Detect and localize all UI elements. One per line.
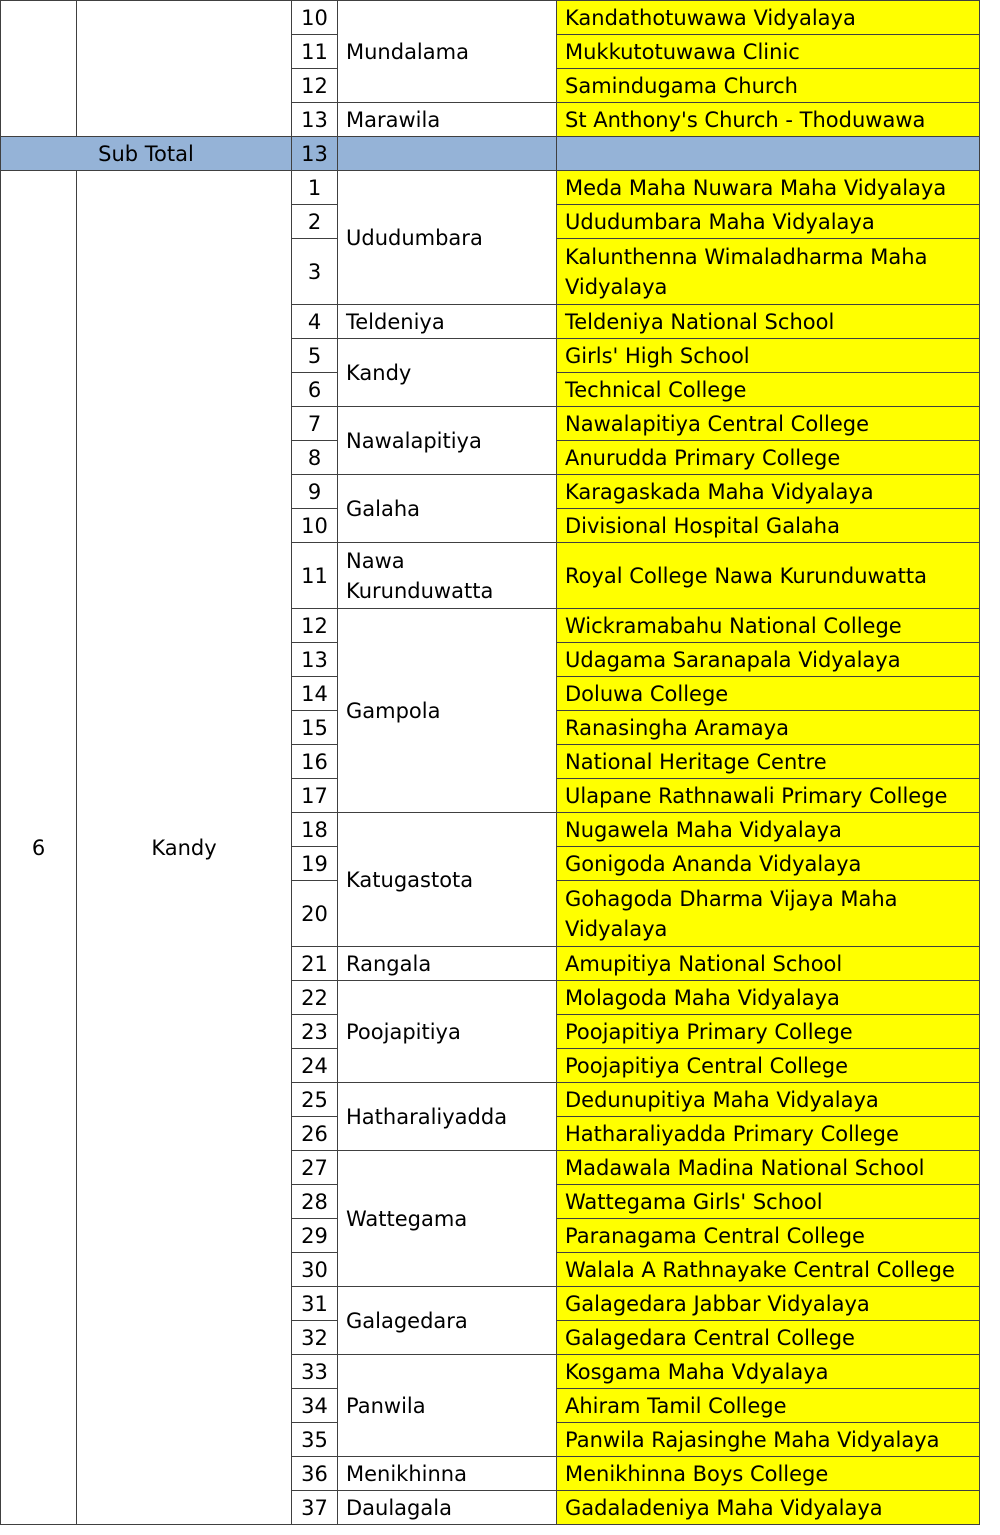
district-number: 6: [1, 171, 77, 1525]
place-name: Poojapitiya Primary College: [557, 1015, 980, 1049]
division-name: Mundalama: [338, 1, 557, 103]
division-name: Nawalapitiya: [338, 407, 557, 475]
subtotal-count: 13: [292, 137, 338, 171]
row-number: 4: [292, 305, 338, 339]
place-name: Doluwa College: [557, 677, 980, 711]
division-name: Kandy: [338, 339, 557, 407]
place-name: Panwila Rajasinghe Maha Vidyalaya: [557, 1423, 980, 1457]
row-number: 5: [292, 339, 338, 373]
row-number: 19: [292, 847, 338, 881]
place-name: Divisional Hospital Galaha: [557, 509, 980, 543]
division-name: Daulagala: [338, 1491, 557, 1525]
division-name: Galaha: [338, 475, 557, 543]
row-number: 12: [292, 69, 338, 103]
row-number: 20: [292, 881, 338, 947]
place-name: St Anthony's Church - Thoduwawa: [557, 103, 980, 137]
place-name: Galagedara Central College: [557, 1321, 980, 1355]
division-name: Panwila: [338, 1355, 557, 1457]
row-number: 22: [292, 981, 338, 1015]
place-name: Nawalapitiya Central College: [557, 407, 980, 441]
place-name: Technical College: [557, 373, 980, 407]
division-name: Galagedara: [338, 1287, 557, 1355]
prev-district-number-cell: [1, 1, 77, 137]
row-number: 16: [292, 745, 338, 779]
division-name: Wattegama: [338, 1151, 557, 1287]
place-name: Kandathotuwawa Vidyalaya: [557, 1, 980, 35]
place-name: Karagaskada Maha Vidyalaya: [557, 475, 980, 509]
place-name: Nugawela Maha Vidyalaya: [557, 813, 980, 847]
row-number: 29: [292, 1219, 338, 1253]
place-name: Meda Maha Nuwara Maha Vidyalaya: [557, 171, 980, 205]
place-name: Molagoda Maha Vidyalaya: [557, 981, 980, 1015]
place-name: Teldeniya National School: [557, 305, 980, 339]
district-name: Kandy: [77, 171, 292, 1525]
row-number: 10: [292, 509, 338, 543]
division-name: Gampola: [338, 609, 557, 813]
row-number: 1: [292, 171, 338, 205]
row-number: 35: [292, 1423, 338, 1457]
row-number: 28: [292, 1185, 338, 1219]
row-number: 27: [292, 1151, 338, 1185]
row-number: 17: [292, 779, 338, 813]
place-name: Amupitiya National School: [557, 947, 980, 981]
place-name: Dedunupitiya Maha Vidyalaya: [557, 1083, 980, 1117]
place-name: Udagama Saranapala Vidyalaya: [557, 643, 980, 677]
subtotal-label: Sub Total: [1, 137, 292, 171]
division-name: Marawila: [338, 103, 557, 137]
place-name: Girls' High School: [557, 339, 980, 373]
row-number: 31: [292, 1287, 338, 1321]
row-number: 36: [292, 1457, 338, 1491]
division-name: Hatharaliyadda: [338, 1083, 557, 1151]
subtotal-empty-division: [338, 137, 557, 171]
row-number: 3: [292, 239, 338, 305]
row-number: 32: [292, 1321, 338, 1355]
place-name: Wickramabahu National College: [557, 609, 980, 643]
place-name: Royal College Nawa Kurunduwatta: [557, 543, 980, 609]
division-name: Katugastota: [338, 813, 557, 947]
place-name: Menikhinna Boys College: [557, 1457, 980, 1491]
row-number: 9: [292, 475, 338, 509]
row-number: 14: [292, 677, 338, 711]
prev-district-name-cell: [77, 1, 292, 137]
division-name: Rangala: [338, 947, 557, 981]
row-number: 2: [292, 205, 338, 239]
row-number: 8: [292, 441, 338, 475]
place-name: Gohagoda Dharma Vijaya Maha Vidyalaya: [557, 881, 980, 947]
row-number: 37: [292, 1491, 338, 1525]
row-number: 33: [292, 1355, 338, 1389]
division-name: Nawa Kurunduwatta: [338, 543, 557, 609]
place-name: Hatharaliyadda Primary College: [557, 1117, 980, 1151]
place-name: Madawala Madina National School: [557, 1151, 980, 1185]
row-number: 25: [292, 1083, 338, 1117]
row-number: 11: [292, 35, 338, 69]
place-name: Ahiram Tamil College: [557, 1389, 980, 1423]
table-row: [1, 171, 980, 205]
row-number: 6: [292, 373, 338, 407]
division-name: Ududumbara: [338, 171, 557, 305]
place-name: Samindugama Church: [557, 69, 980, 103]
row-number: 10: [292, 1, 338, 35]
row-number: 13: [292, 103, 338, 137]
division-name: Menikhinna: [338, 1457, 557, 1491]
row-number: 13: [292, 643, 338, 677]
place-name: Gonigoda Ananda Vidyalaya: [557, 847, 980, 881]
row-number: 7: [292, 407, 338, 441]
table-row: [1, 1, 980, 35]
place-name: Galagedara Jabbar Vidyalaya: [557, 1287, 980, 1321]
place-name: Kosgama Maha Vdyalaya: [557, 1355, 980, 1389]
place-name: Walala A Rathnayake Central College: [557, 1253, 980, 1287]
row-number: 30: [292, 1253, 338, 1287]
place-name: Ulapane Rathnawali Primary College: [557, 779, 980, 813]
row-number: 15: [292, 711, 338, 745]
place-name: Poojapitiya Central College: [557, 1049, 980, 1083]
place-name: Kalunthenna Wimaladharma Maha Vidyalaya: [557, 239, 980, 305]
place-name: Wattegama Girls' School: [557, 1185, 980, 1219]
place-name: Paranagama Central College: [557, 1219, 980, 1253]
place-name: National Heritage Centre: [557, 745, 980, 779]
place-name: Gadaladeniya Maha Vidyalaya: [557, 1491, 980, 1525]
place-name: Mukkutotuwawa Clinic: [557, 35, 980, 69]
subtotal-empty-place: [557, 137, 980, 171]
row-number: 18: [292, 813, 338, 847]
place-name: Anurudda Primary College: [557, 441, 980, 475]
row-number: 24: [292, 1049, 338, 1083]
row-number: 26: [292, 1117, 338, 1151]
place-name: Ranasingha Aramaya: [557, 711, 980, 745]
subtotal-row: [1, 137, 980, 171]
division-name: Teldeniya: [338, 305, 557, 339]
row-number: 12: [292, 609, 338, 643]
row-number: 23: [292, 1015, 338, 1049]
row-number: 34: [292, 1389, 338, 1423]
place-name: Ududumbara Maha Vidyalaya: [557, 205, 980, 239]
row-number: 11: [292, 543, 338, 609]
division-name: Poojapitiya: [338, 981, 557, 1083]
row-number: 21: [292, 947, 338, 981]
